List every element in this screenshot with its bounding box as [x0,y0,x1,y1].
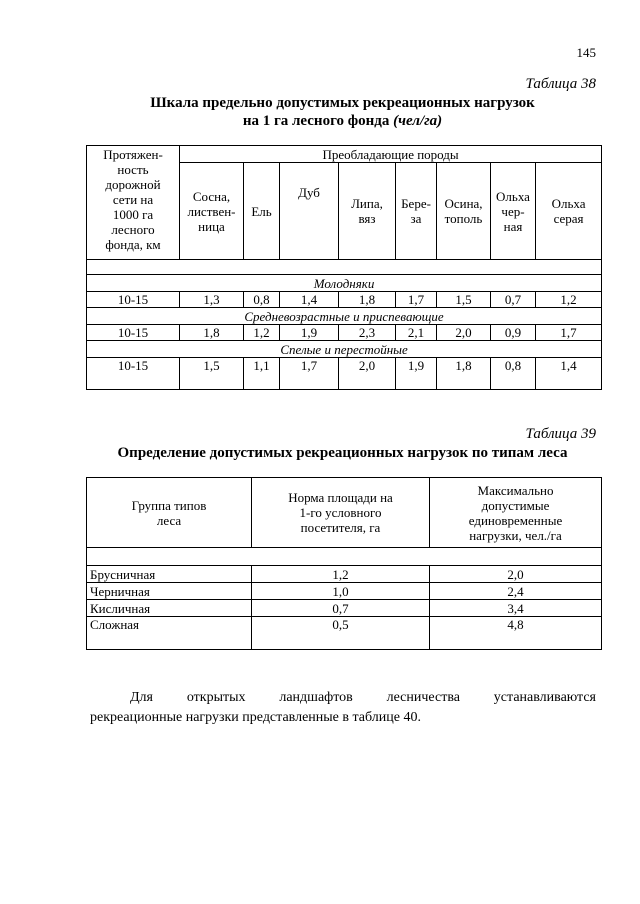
blank-row [87,548,602,566]
table-38-title-unit: (чел/га) [393,113,443,129]
table-39-header-group [87,478,252,548]
table-cell: 0,8 [491,358,536,390]
head-line: Протяжен- [103,147,163,162]
header-line: Максимально [477,482,554,498]
species-header [437,163,491,260]
table-cell: 1,0 [252,583,430,600]
table-cell: 1,8 [339,292,396,308]
paragraph-line-1: Для открытых ландшафтов лесничества устанавливаются [130,690,596,705]
species-header [536,163,602,260]
species-header [339,163,396,260]
table-cell: 2,0 [430,566,602,583]
table-38-title-line2: на 1 га лесного фонда [242,113,390,129]
body-paragraph [90,688,596,728]
table-38-title-line1: Шкала предельно допустимых рекреационных нагрузок [150,95,535,111]
table-cell: 10-15 [87,325,180,341]
header-line: посетителя, га [300,520,381,535]
species-line: за [410,211,422,226]
head-line: ность [117,162,149,177]
table-39-header-load [430,478,602,548]
species-header [491,163,536,260]
table-cell: 2,1 [396,325,437,341]
table-cell: 1,8 [437,358,491,390]
table-cell: 4,8 [430,617,602,650]
header-line: леса [156,512,182,528]
table-39-caption: Таблица 39 [525,426,596,442]
species-header [244,163,280,260]
species-line: Бере- [401,196,431,211]
table-cell: 0,9 [491,325,536,341]
species-line: вяз [358,211,376,226]
table-39 [86,477,602,650]
species-line: Дуб [298,185,320,200]
table-39-header-area [252,478,430,548]
table-cell: 1,7 [396,292,437,308]
table-38-caption: Таблица 38 [525,76,596,92]
species-line: Ольха [551,196,586,211]
table-cell: 2,3 [339,325,396,341]
table-cell: 1,3 [180,292,244,308]
header-line: допустимые [481,497,550,513]
head-line: 1000 га [112,207,154,222]
table-38-head-length [87,146,180,260]
species-line: листвен- [187,203,236,219]
table-cell: 0,8 [244,292,280,308]
head-line: дорожной [105,177,161,192]
table-cell: 1,2 [252,566,430,583]
table-cell: Кисличная [87,600,252,617]
table-cell: 1,7 [280,358,339,390]
table-cell: 1,4 [536,358,602,390]
table-38-head-group: Преобладающие породы [180,146,602,163]
head-line: лесного [111,222,155,237]
species-header [280,163,339,260]
species-line: Ель [251,203,272,219]
species-line: Липа, [351,196,383,211]
table-cell: 1,2 [536,292,602,308]
table-39-title: Определение допустимых рекреационных нагрузок по типам леса [117,445,568,461]
table-cell: Сложная [87,617,252,650]
table-38-title [85,94,600,130]
section-label: Спелые и перестойные [87,341,602,358]
table-cell: 10-15 [87,358,180,390]
table-cell: 0,7 [491,292,536,308]
table-cell: 2,0 [437,325,491,341]
table-38 [86,145,602,390]
table-cell: 1,5 [180,358,244,390]
head-line: сети на [112,192,154,207]
table-cell: 2,4 [430,583,602,600]
species-line: чер- [501,203,525,219]
table-cell: 0,5 [252,617,430,650]
header-line: Группа типов [131,497,207,513]
header-line: Норма площади на [288,490,393,505]
table-cell: 1,7 [536,325,602,341]
head-line: фонда, км [105,237,161,252]
table-cell: 1,9 [280,325,339,341]
header-line: единовременные [468,512,563,528]
table-cell: 10-15 [87,292,180,308]
table-cell: Брусничная [87,566,252,583]
species-line: Сосна, [192,188,231,204]
species-line: ная [503,218,523,234]
table-cell: 2,0 [339,358,396,390]
species-line: тополь [444,211,483,226]
blank-row [87,260,602,275]
species-line: ница [198,218,225,234]
table-cell: 1,2 [244,325,280,341]
table-cell: 1,1 [244,358,280,390]
table-cell: 1,5 [437,292,491,308]
table-cell: Черничная [87,583,252,600]
paragraph-line-2: рекреационные нагрузки представленные в таблице 40. [90,710,421,725]
species-line: Осина, [444,196,483,211]
section-label: Молодняки [87,275,602,292]
header-line: 1-го условного [299,505,382,520]
table-cell: 1,4 [280,292,339,308]
table-cell: 1,9 [396,358,437,390]
table-cell: 0,7 [252,600,430,617]
species-header [180,163,244,260]
species-header [396,163,437,260]
page-number: 145 [576,45,596,60]
species-line: серая [553,211,584,226]
table-cell: 1,8 [180,325,244,341]
header-line: нагрузки, чел./га [469,527,562,543]
section-label: Средневозрастные и приспевающие [87,308,602,325]
species-line: Ольха [496,188,530,204]
table-cell: 3,4 [430,600,602,617]
